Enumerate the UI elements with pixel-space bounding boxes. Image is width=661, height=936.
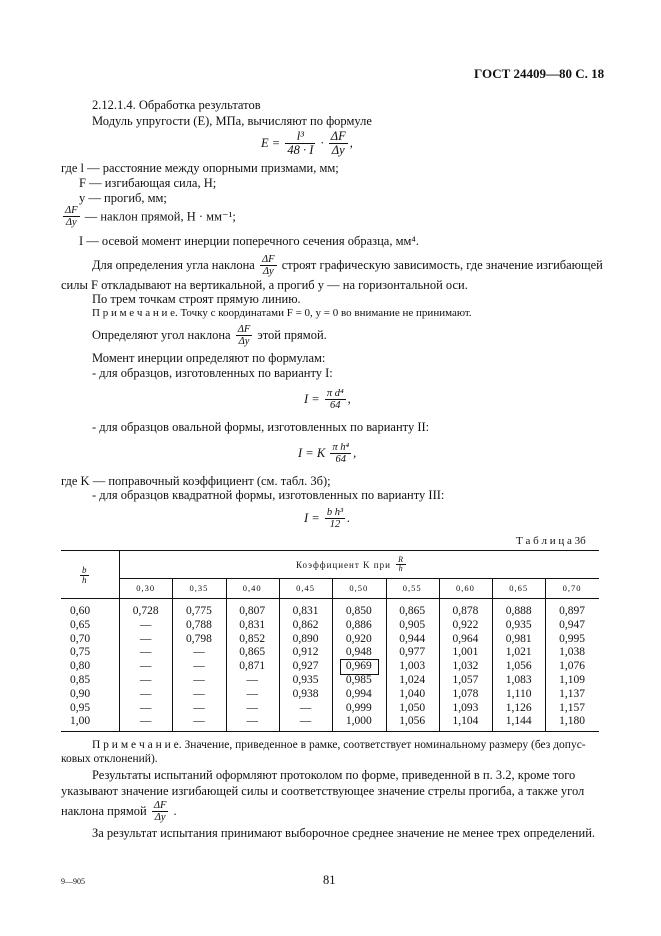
table-col-header: 0,45 <box>296 583 315 593</box>
paragraph-angle-1a: Для определения угла наклона <box>92 258 255 273</box>
def-l: где l — расстояние между опорными призмами, мм; <box>61 161 339 175</box>
table-col-header: 0,70 <box>562 583 582 593</box>
variant-2: - для образцов овальной формы, изготовленных по варианту II: <box>92 420 430 434</box>
formula-e-lhs: E = <box>261 136 281 151</box>
formula-e-num1: l³ <box>285 130 315 144</box>
table-cell: 1,024 <box>399 674 426 686</box>
angle-frac-den: Δy <box>262 266 274 278</box>
table-row-label: 0,80 <box>69 660 91 673</box>
table-cell: 1,038 <box>559 646 585 659</box>
nominal-value-frame <box>340 659 379 675</box>
def-i: I — осевой момент инерции поперечного сечения образца, мм⁴. <box>79 234 419 248</box>
formula-e-tail: , <box>349 136 353 151</box>
table-cell: 1,109 <box>559 674 585 686</box>
paragraph-three-points: По трем точкам строят прямую линию. <box>92 292 301 306</box>
table-col-header: 0,65 <box>509 583 529 593</box>
table-cell: 0,977 <box>399 646 426 659</box>
table-row-label: 0,70 <box>69 632 91 645</box>
section-title: 2.12.1.4. Обработка результатов <box>92 98 261 112</box>
table-cell: 0,935 <box>505 618 532 631</box>
table-cell: 0,922 <box>452 618 479 631</box>
note-2 <box>92 739 586 751</box>
formula-2-tail: , <box>353 446 357 461</box>
formula-e-dot: · <box>320 136 324 151</box>
table-cell: — <box>246 715 258 728</box>
table-cell: 0,897 <box>559 605 585 617</box>
table-cell: 0,969 <box>345 660 372 673</box>
table-row-head-num: b <box>82 565 87 575</box>
table-cell: — <box>139 687 152 700</box>
table-row-head-den: h <box>82 575 87 586</box>
table-row-head <box>78 566 91 586</box>
variant-3: - для образцов квадратной формы, изготовленных по варианту III: <box>92 488 445 502</box>
table-cell: — <box>246 674 258 686</box>
table-cell: 1,001 <box>452 646 479 659</box>
table-cell: 0,728 <box>132 605 159 617</box>
def-f: F — изгибающая сила, Н; <box>79 176 217 190</box>
note-1-text: Точку с координатами F = 0, y = 0 во внимание не принимают. <box>180 307 472 319</box>
table-cell: — <box>139 701 152 714</box>
define-angle-frac-num: ΔF <box>237 324 251 335</box>
table-cell: 0,994 <box>345 687 372 700</box>
table-cell: 1,050 <box>399 701 426 714</box>
table-cell: 0,850 <box>345 605 372 617</box>
formula-1-num: π d⁴ <box>326 388 344 399</box>
table-cell: — <box>139 646 152 659</box>
table-group-rule <box>119 578 599 579</box>
table-cell: 0,865 <box>399 605 426 617</box>
formula-1-den: 64 <box>330 400 341 412</box>
table-cell: — <box>139 674 152 686</box>
table-cell: 1,110 <box>506 687 532 700</box>
table-cell: 1,078 <box>452 687 479 700</box>
table-cell: 0,865 <box>239 646 266 659</box>
table-col-header: 0,60 <box>456 583 475 593</box>
formula-e <box>261 130 353 157</box>
table-cell: 1,083 <box>505 674 532 686</box>
table-cell: — <box>139 660 152 673</box>
formula-3-tail: . <box>347 511 351 526</box>
table-cell: 1,040 <box>399 687 426 700</box>
formula-e-num2: ΔF <box>330 129 346 143</box>
table-cell: — <box>139 715 152 728</box>
table-cell: 0,775 <box>186 605 212 617</box>
table-cell: 0,920 <box>345 632 372 645</box>
table-cell: — <box>246 701 258 714</box>
results-period: . <box>173 804 177 819</box>
paragraph-modulus: Модуль упругости (E), МПа, вычисляют по формуле <box>92 114 372 128</box>
table-cell: 1,104 <box>452 715 479 728</box>
formula-1-lhs: I = <box>304 392 320 407</box>
k-definition: где K — поправочный коэффициент (см. табл. 3б); <box>61 474 331 488</box>
table-row-label: 0,85 <box>69 674 91 686</box>
note-1 <box>92 307 472 319</box>
results-frac-den: Δy <box>154 812 166 824</box>
formula-1-tail: , <box>347 392 351 407</box>
results-frac-num: ΔF <box>153 800 167 811</box>
formula-3-den: 12 <box>329 519 341 531</box>
table-row-label: 1,00 <box>69 715 91 728</box>
table-col-header: 0,40 <box>242 583 262 593</box>
table-cell: 1,093 <box>452 701 479 714</box>
note-2-text-1: Значение, приведенное в рамке, соответствует номинальному размеру (без допус- <box>184 739 586 751</box>
table-cell: 0,831 <box>239 618 266 631</box>
def-slope-text: — наклон прямой, Н · мм⁻¹; <box>84 209 236 224</box>
table-cell: — <box>193 674 205 686</box>
formula-2-den: 64 <box>335 454 346 466</box>
table-cell: 0,947 <box>559 618 585 631</box>
table-bottom-rule <box>61 731 599 732</box>
table-caption: Т а б л и ц а 3б <box>516 535 586 547</box>
def-y: y — прогиб, мм; <box>79 191 167 205</box>
table-cell: 1,144 <box>505 715 532 728</box>
def-slope <box>61 205 236 228</box>
paragraph-results-3 <box>61 800 177 823</box>
table-col-header: 0,35 <box>189 583 209 593</box>
formula-e-den1: 48 · I <box>287 143 314 158</box>
paragraph-define-angle-b: этой прямой. <box>257 328 327 343</box>
paragraph-angle-1 <box>92 254 603 277</box>
formula-e-den2: Δy <box>331 143 345 158</box>
table-cell: 0,927 <box>292 660 319 673</box>
table-cell: 0,964 <box>452 632 479 645</box>
table-cell: 1,126 <box>505 701 532 714</box>
table-cell: — <box>193 687 205 700</box>
formula-3 <box>304 507 350 530</box>
table-cell: 0,999 <box>345 701 372 714</box>
table-cell: 1,003 <box>399 660 426 673</box>
table-cell: 0,788 <box>186 618 212 631</box>
def-slope-num: ΔF <box>65 205 78 216</box>
table-group-head <box>296 556 408 574</box>
formula-1 <box>304 388 351 411</box>
table-top-rule <box>61 550 599 551</box>
table-cell: 0,944 <box>399 632 426 645</box>
table-row-label: 0,75 <box>69 646 91 659</box>
table-cell: 1,056 <box>399 715 426 728</box>
document-header: ГОСТ 24409—80 С. 18 <box>474 66 605 81</box>
formula-2-num: π h⁴ <box>332 442 350 453</box>
table-group-head-text: Коэффициент K при <box>296 559 391 570</box>
table-col-header: 0,50 <box>349 583 369 593</box>
table-cell: 1,180 <box>559 715 585 728</box>
table-cell: 0,878 <box>452 605 479 617</box>
note-2-label: П р и м е ч а н и е. <box>92 739 182 751</box>
table-cell: 0,935 <box>292 674 319 686</box>
table-cell: 0,871 <box>239 660 266 673</box>
paragraph-define-angle <box>92 324 327 347</box>
table-cell: — <box>246 687 258 700</box>
variant-1: - для образцов, изготовленных по варианту I: <box>92 366 333 380</box>
formula-3-num: b h³ <box>326 507 344 518</box>
table-col-header: 0,55 <box>402 583 422 593</box>
formula-2-lhs: I = K <box>298 446 326 461</box>
table-cell: — <box>193 701 205 714</box>
table-group-head-num: R <box>398 555 405 564</box>
define-angle-frac-den: Δy <box>238 336 250 348</box>
paragraph-results-3a: наклона прямой <box>61 804 147 819</box>
paragraph-angle-1b: строят графическую зависимость, где значение изгибающей <box>281 258 603 273</box>
table-cell: 1,057 <box>452 674 479 686</box>
table-cell: 1,157 <box>559 701 585 714</box>
table-cell: 0,807 <box>239 605 266 617</box>
table-cell: 0,905 <box>399 618 426 631</box>
table-cell: 1,021 <box>505 646 532 659</box>
table-cell: — <box>299 701 312 714</box>
table-cell: — <box>139 632 152 645</box>
table-cell: 0,852 <box>239 632 266 645</box>
table-cell: 1,000 <box>345 715 372 728</box>
note-2-cont: ковых отклонений). <box>61 753 158 765</box>
table-cell: 1,076 <box>559 660 585 673</box>
table-cell: 0,831 <box>292 605 319 617</box>
table-cell: — <box>193 660 205 673</box>
table-group-head-den: h <box>398 564 404 574</box>
paragraph-angle-2: силы F откладывают на вертикальной, а прогиб y — на горизонтальной оси. <box>61 278 468 292</box>
page-number: 81 <box>323 873 336 887</box>
table-cell: 1,137 <box>559 687 585 700</box>
table-cell: 0,888 <box>505 605 532 617</box>
note-1-label: П р и м е ч а н и е. <box>92 307 178 319</box>
table-row-label: 0,65 <box>69 618 91 631</box>
table-row-label: 0,90 <box>69 687 91 700</box>
table-cell: 0,995 <box>559 632 585 645</box>
table-cell: 0,948 <box>345 646 372 659</box>
table-cell: 0,862 <box>292 618 319 631</box>
table-cell: — <box>299 715 312 728</box>
table-cell: 0,938 <box>292 687 319 700</box>
table-cell: 0,798 <box>186 632 212 645</box>
paragraph-inertia: Момент инерции определяют по формулам: <box>92 351 326 365</box>
table-cell: 1,056 <box>505 660 532 673</box>
table-cell: — <box>139 618 152 631</box>
paragraph-define-angle-a: Определяют угол наклона <box>92 328 231 343</box>
table-cell: — <box>193 715 205 728</box>
table-row-label: 0,95 <box>69 701 91 714</box>
table-cell: 0,886 <box>345 618 372 631</box>
footer-code: 9—905 <box>61 877 85 886</box>
paragraph-results-2: указывают значение изгибающей силы и соответствующее значение стрелы прогиба, а также угол <box>61 784 585 798</box>
table-cell: 1,032 <box>452 660 479 673</box>
def-slope-den: Δy <box>65 217 77 229</box>
paragraph-final: За результат испытания принимают выборочное среднее значение не менее трех определений. <box>92 826 596 840</box>
table-cell: 0,981 <box>505 632 532 645</box>
formula-2 <box>298 442 356 465</box>
table-cell: 0,890 <box>292 632 319 645</box>
table-header-rule <box>61 598 599 599</box>
table-cell: — <box>193 646 205 659</box>
table-row-label: 0,60 <box>69 605 91 617</box>
formula-3-lhs: I = <box>304 511 320 526</box>
table-cell: 0,985 <box>345 674 372 686</box>
paragraph-results-1: Результаты испытаний оформляют протоколом по форме, приведенной в п. 3.2, кроме того <box>92 768 576 782</box>
table-cell: 0,912 <box>292 646 319 659</box>
angle-frac-num: ΔF <box>261 254 275 265</box>
table-col-header: 0,30 <box>136 583 156 593</box>
